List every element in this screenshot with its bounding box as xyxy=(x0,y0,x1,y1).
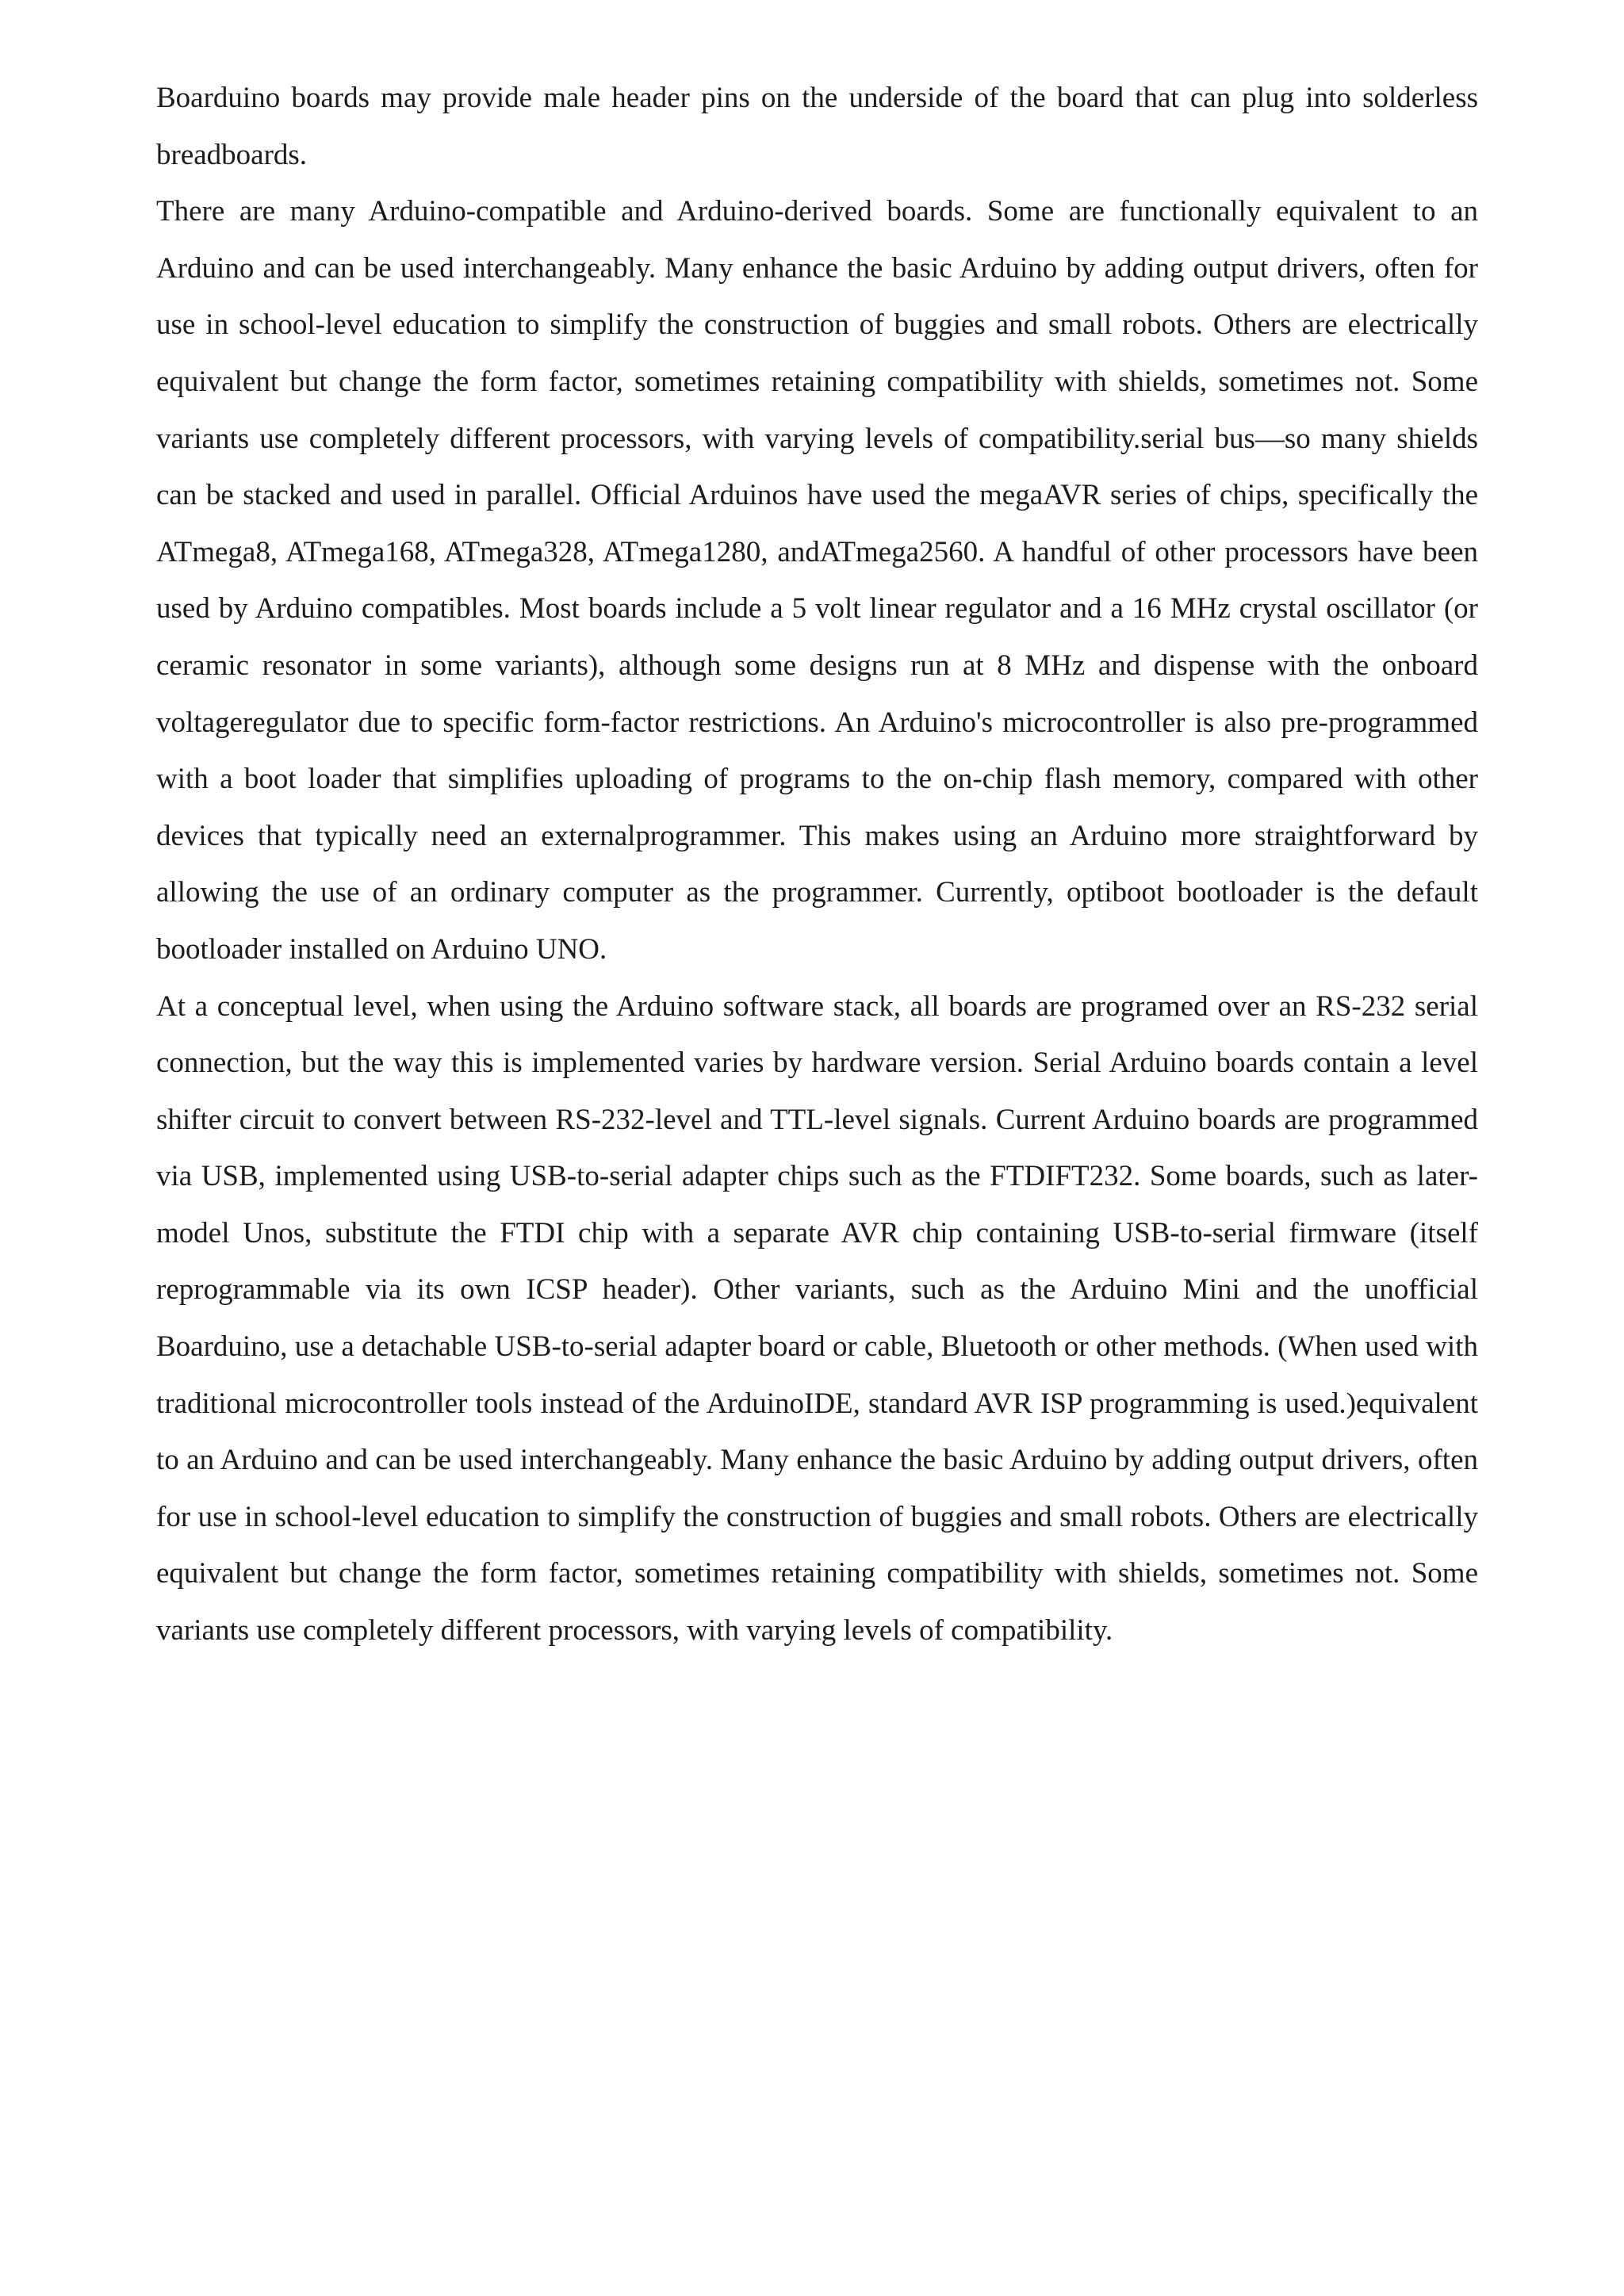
paragraph-serial-programming: At a conceptual level, when using the Arduino software stack, all boards are programed over an RS-232 serial connection, but the way this is implemented varies by hardware version. Serial Arduino boards contain a level shifter circuit to convert between RS-232-level and TTL-level signals. Current Arduino boards are programmed via USB, implemented using USB-to-serial adapter chips such as the FTDIFT232. Some boards, such as later-model Unos, substitute the FTDI chip with a separate AVR chip containing USB-to-serial firmware (itself reprogrammable via its own ICSP header). Other variants, such as the Arduino Mini and the unofficial Boarduino, use a detachable USB-to-serial adapter board or cable, Bluetooth or other methods. (When used with traditional microcontroller tools instead of the ArduinoIDE, standard AVR ISP programming is used.)equivalent to an Arduino and can be used interchangeably. Many enhance the basic Arduino by adding output drivers, often for use in school-level education to simplify the construction of buggies and small robots. Others are electrically equivalent but change the form factor, sometimes retaining compatibility with shields, sometimes not. Some variants use completely different processors, with varying levels of compatibility. xyxy=(156,989,1478,1647)
paragraph-compatible-boards: There are many Arduino-compatible and Arduino-derived boards. Some are functionally equivalent to an Arduino and can be used interchangeably. Many enhance the basic Arduino by adding output drivers, often for use in school-level education to simplify the construction of buggies and small robots. Others are electrically equivalent but change the form factor, sometimes retaining compatibility with shields, sometimes not. Some variants use completely different processors, with varying levels of compatibility.serial bus—so many shields can be stacked and used in parallel. Official Arduinos have used the megaAVR series of chips, specifically the ATmega8, ATmega168, ATmega328, ATmega1280, andATmega2560. A handful of other processors have been used by Arduino compatibles. Most boards include a 5 volt linear regulator and a 16 MHz crystal oscillator (or ceramic resonator in some variants), although some designs run at 8 MHz and dispense with the onboard voltageregulator due to specific form-factor restrictions. An Arduino's microcontroller is also pre-programmed with a boot loader that simplifies uploading of programs to the on-chip flash memory, compared with other devices that typically need an externalprogrammer. This makes using an Arduino more straightforward by allowing the use of an ordinary computer as the programmer. Currently, optiboot bootloader is the default bootloader installed on Arduino UNO. xyxy=(156,195,1478,966)
body-text xyxy=(156,70,1478,1659)
paragraph-boarduino: Boarduino boards may provide male header pins on the underside of the board that can plug into solderless breadboards. xyxy=(156,82,1478,171)
